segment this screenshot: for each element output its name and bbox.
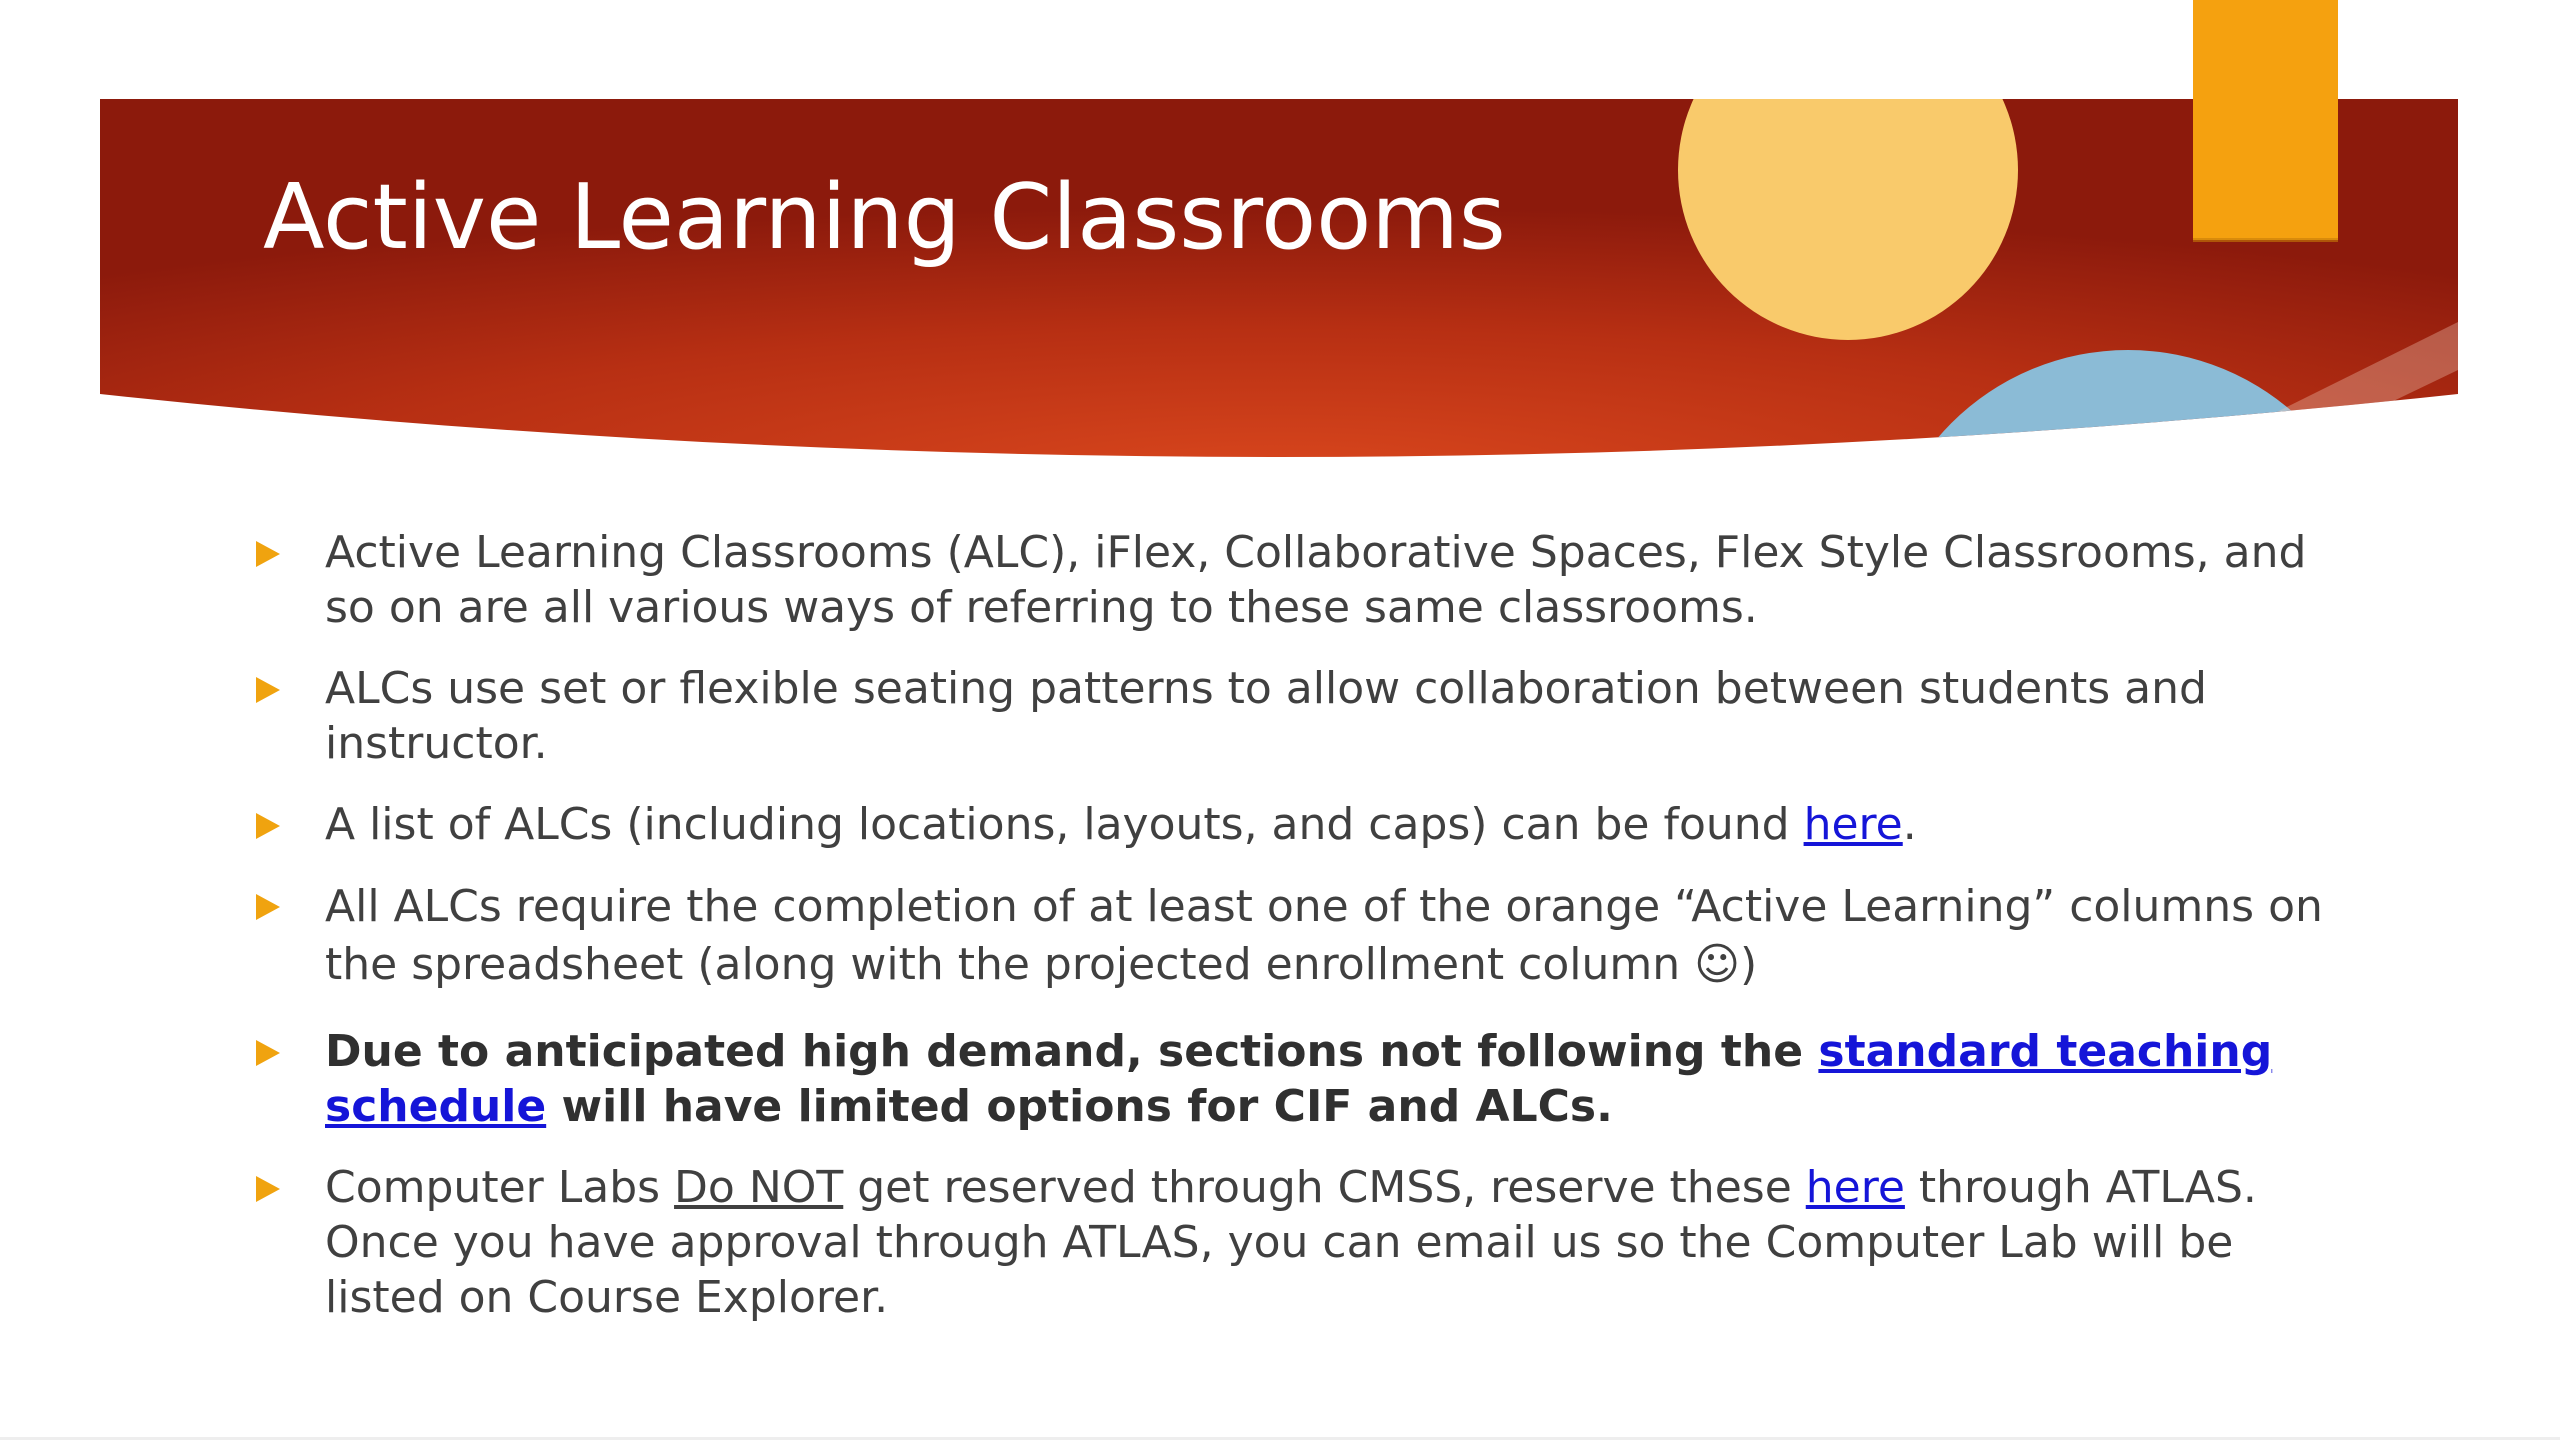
- atlas-reserve-link[interactable]: here: [1805, 1162, 1905, 1213]
- orange-tab-decoration: [2193, 0, 2338, 240]
- bullet-text: Due to anticipated high demand, sections not following the: [325, 1026, 1819, 1077]
- bullet-arrow-icon: [256, 1040, 280, 1066]
- standard-teaching-schedule-link[interactable]: standard teaching schedule: [325, 1026, 2273, 1132]
- alc-list-link[interactable]: here: [1803, 799, 1903, 850]
- bullet-item-high-demand: [250, 1024, 2360, 1134]
- bullet-arrow-icon: [256, 677, 280, 703]
- bullet-text-end: will have limited options for CIF and ALCs.: [546, 1081, 1613, 1132]
- bullet-text-middle: get reserved through CMSS, reserve these: [843, 1162, 1806, 1213]
- bullet-arrow-icon: [256, 1176, 280, 1202]
- bullet-arrow-icon: [256, 541, 280, 567]
- bullet-item-requirements: [250, 878, 2360, 994]
- bullet-text: Active Learning Classrooms (ALC), iFlex, Collaborative Spaces, Flex Style Classrooms, and so on are all various ways of referring to these same classrooms.: [325, 527, 2307, 633]
- bullet-text: Computer Labs: [325, 1162, 675, 1213]
- bullet-item-alc-names: [250, 525, 2360, 635]
- orange-tab-shadow: [2193, 238, 2338, 242]
- bullet-item-computer-labs: [250, 1160, 2360, 1325]
- slide-title: Active Learning Classrooms: [263, 165, 1506, 270]
- bullet-text-end: through ATLAS. Once you have approval through ATLAS, you can email us so the Computer Lab will be listed on Course Explorer.: [325, 1162, 2257, 1323]
- bullet-text: All ALCs require the completion of at least one of the orange “Active Learning” columns on the spreadsheet (along with the projected enrollment column ☺): [325, 881, 2323, 990]
- yellow-circle-decoration: [1678, 0, 2018, 340]
- bullet-text: ALCs use set or flexible seating patterns to allow collaboration between students and instructor.: [325, 663, 2207, 769]
- bullet-text-end: .: [1902, 799, 1917, 850]
- bullet-arrow-icon: [256, 813, 280, 839]
- bullet-list: [250, 525, 2360, 1351]
- bullet-item-seating: [250, 661, 2360, 771]
- do-not-emphasis: Do NOT: [674, 1162, 844, 1213]
- bullet-text: A list of ALCs (including locations, layouts, and caps) can be found: [325, 799, 1804, 850]
- bullet-arrow-icon: [256, 894, 280, 920]
- bullet-item-alc-list: [250, 797, 2360, 852]
